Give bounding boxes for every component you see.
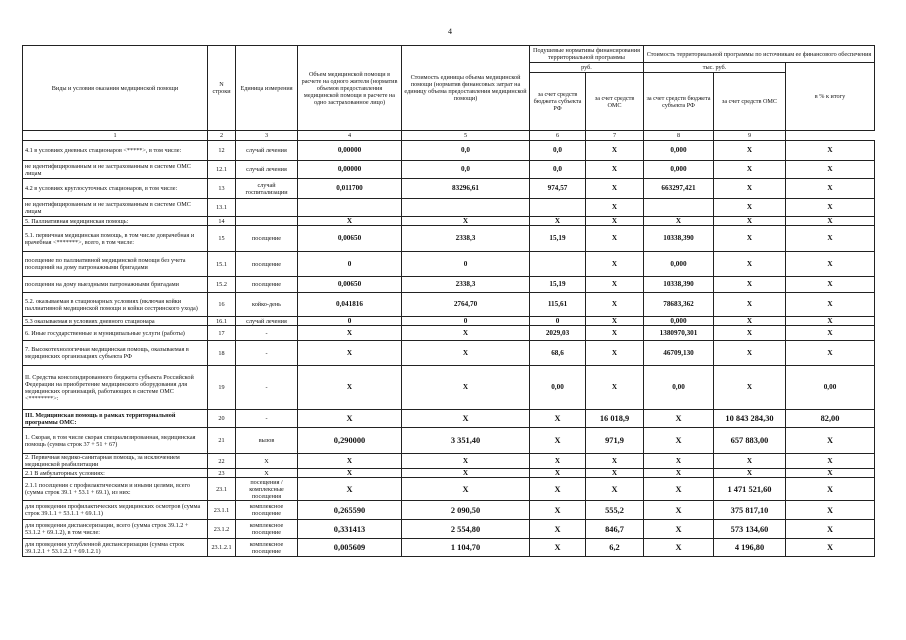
header-unit: Единица измерения: [236, 46, 298, 131]
oms-total-cell: X: [714, 252, 786, 277]
oms-norm-cell: X: [586, 478, 644, 501]
volume-cell: X: [298, 469, 402, 478]
percent-cell: X: [786, 520, 875, 539]
header-budget: за счет средств бюджета субъекта РФ: [530, 73, 586, 131]
budget-total-cell: X: [644, 478, 714, 501]
budget-total-cell: 0,000: [644, 317, 714, 326]
kind-cell: 2.1.1 посещения с профилактическими и иными целями, всего (сумма строк 39.1 + 53.1 + 69.1), из них:: [23, 478, 208, 501]
unit-cost-cell: 0: [402, 317, 530, 326]
oms-total-cell: X: [714, 161, 786, 179]
column-number-cell: 6: [530, 131, 586, 141]
unit-cost-cell: X: [402, 454, 530, 469]
header-per-capita-norms: Подушевые нормативы финансирования территориальной программы: [530, 46, 644, 63]
volume-cell: 0,00000: [298, 141, 402, 161]
budget-total-cell: X: [644, 428, 714, 454]
table-row: [23, 141, 875, 161]
oms-norm-cell: 846,7: [586, 520, 644, 539]
kind-cell: II. Средства консолидированного бюджета субъекта Российской Федерации на приобретение медицинского оборудования для медицинских организаций, работающих в системе ОМС <********>:: [23, 366, 208, 410]
kind-cell: 5.2. оказываемая в стационарных условиях (включая койки паллиативной медицинской помощи и койки сестринского ухода): [23, 293, 208, 317]
volume-cell: 0,265590: [298, 501, 402, 520]
kind-cell: 1. Скорая, в том числе скорая специализированная, медицинская помощь (сумма строк 37 + 51 + 67): [23, 428, 208, 454]
table-row: [23, 217, 875, 226]
volume-cell: 0,041816: [298, 293, 402, 317]
oms-norm-cell: X: [586, 199, 644, 217]
percent-cell: X: [786, 141, 875, 161]
header-oms-2: за счет средств ОМС: [714, 73, 786, 131]
percent-cell: X: [786, 277, 875, 293]
column-number-cell: 8: [644, 131, 714, 141]
percent-cell: X: [786, 469, 875, 478]
program-cost-table: [22, 45, 875, 557]
unit-cost-cell: 0: [402, 252, 530, 277]
percent-cell: X: [786, 161, 875, 179]
budget-total-cell: 46709,130: [644, 341, 714, 366]
kind-cell: III. Медицинская помощь в рамках территориальной программы ОМС:: [23, 410, 208, 428]
oms-total-cell: X: [714, 326, 786, 341]
page-number: 4: [448, 27, 452, 36]
percent-cell: X: [786, 501, 875, 520]
kind-cell: 2. Первичная медико-санитарная помощь, за исключением медицинской реабилитации: [23, 454, 208, 469]
volume-cell: X: [298, 217, 402, 226]
volume-cell: X: [298, 478, 402, 501]
volume-cell: 0,290000: [298, 428, 402, 454]
budget-total-cell: 0,000: [644, 141, 714, 161]
percent-cell: 0,00: [786, 366, 875, 410]
header-volume: Объем медицинской помощи в расчете на одного жителя (норматив объемов предоставления медицинской помощи в расчете на одно застрахованное лицо): [298, 46, 402, 131]
budget-total-cell: 0,000: [644, 252, 714, 277]
header-percent: в % к итогу: [786, 63, 875, 131]
kind-cell: для проведения углубленной диспансеризации (сумма строк 39.1.2.1 + 53.1.2.1 + 69.1.2.1): [23, 539, 208, 557]
budget-total-cell: X: [644, 454, 714, 469]
oms-norm-cell: X: [586, 341, 644, 366]
budget-norm-cell: X: [530, 428, 586, 454]
oms-total-cell: X: [714, 469, 786, 478]
unit-cell: комплексное посещение: [236, 520, 298, 539]
unit-cost-cell: 3 351,40: [402, 428, 530, 454]
unit-cost-cell: X: [402, 366, 530, 410]
volume-cell: 0,005609: [298, 539, 402, 557]
budget-norm-cell: 0,00: [530, 366, 586, 410]
table-row: [23, 277, 875, 293]
oms-norm-cell: X: [586, 277, 644, 293]
unit-cost-cell: 0,0: [402, 141, 530, 161]
budget-total-cell: X: [644, 539, 714, 557]
oms-norm-cell: X: [586, 217, 644, 226]
budget-norm-cell: X: [530, 410, 586, 428]
oms-total-cell: 657 883,00: [714, 428, 786, 454]
oms-norm-cell: X: [586, 226, 644, 252]
oms-total-cell: X: [714, 366, 786, 410]
oms-norm-cell: X: [586, 141, 644, 161]
table-row: [23, 410, 875, 428]
oms-norm-cell: 16 018,9: [586, 410, 644, 428]
unit-cell: посещение: [236, 277, 298, 293]
oms-norm-cell: X: [586, 252, 644, 277]
kind-cell: для проведения диспансеризации, всего (сумма строк 39.1.2 + 53.1.2 + 69.1.2), в том числе:: [23, 520, 208, 539]
budget-total-cell: X: [644, 410, 714, 428]
row-number-cell: 15.2: [208, 277, 236, 293]
unit-cell: [236, 199, 298, 217]
unit-cost-cell: [402, 199, 530, 217]
oms-total-cell: X: [714, 217, 786, 226]
unit-cell: комплексное посещение: [236, 501, 298, 520]
budget-norm-cell: X: [530, 520, 586, 539]
row-number-cell: 14: [208, 217, 236, 226]
oms-norm-cell: X: [586, 366, 644, 410]
table-row: [23, 366, 875, 410]
oms-norm-cell: X: [586, 179, 644, 199]
percent-cell: X: [786, 428, 875, 454]
unit-cell: случай госпитализации: [236, 179, 298, 199]
row-number-cell: 23.1: [208, 478, 236, 501]
percent-cell: X: [786, 199, 875, 217]
volume-cell: [298, 199, 402, 217]
oms-total-cell: X: [714, 454, 786, 469]
unit-cost-cell: X: [402, 326, 530, 341]
percent-cell: X: [786, 252, 875, 277]
kind-cell: 5.1. первичная медицинская помощь, в том числе доврачебная и врачебная <*******>, всего, в том числе:: [23, 226, 208, 252]
unit-cost-cell: 2338,3: [402, 226, 530, 252]
budget-norm-cell: 0,0: [530, 141, 586, 161]
oms-total-cell: 573 134,60: [714, 520, 786, 539]
budget-total-cell: [644, 199, 714, 217]
table-row: [23, 428, 875, 454]
unit-cell: X: [236, 469, 298, 478]
oms-total-cell: X: [714, 199, 786, 217]
row-number-cell: 23.1.1: [208, 501, 236, 520]
oms-total-cell: X: [714, 141, 786, 161]
unit-cell: случай лечения: [236, 317, 298, 326]
percent-cell: 82,00: [786, 410, 875, 428]
unit-cost-cell: 1 104,70: [402, 539, 530, 557]
unit-cell: койко-день: [236, 293, 298, 317]
percent-cell: X: [786, 217, 875, 226]
header-kind: Виды и условия оказания медицинской помощи: [23, 46, 208, 131]
kind-cell: не идентифицированным и не застрахованным в системе ОМС лицам: [23, 199, 208, 217]
row-number-cell: 23.1.2.1: [208, 539, 236, 557]
column-number-cell: 5: [402, 131, 530, 141]
row-number-cell: 12.1: [208, 161, 236, 179]
percent-cell: X: [786, 454, 875, 469]
budget-total-cell: 10338,390: [644, 226, 714, 252]
unit-cost-cell: X: [402, 410, 530, 428]
oms-total-cell: 10 843 284,30: [714, 410, 786, 428]
budget-total-cell: 1380970,301: [644, 326, 714, 341]
volume-cell: X: [298, 454, 402, 469]
oms-norm-cell: X: [586, 469, 644, 478]
unit-cost-cell: X: [402, 469, 530, 478]
volume-cell: X: [298, 341, 402, 366]
table-row: [23, 293, 875, 317]
row-number-cell: 23: [208, 469, 236, 478]
budget-norm-cell: 2029,03: [530, 326, 586, 341]
percent-cell: X: [786, 226, 875, 252]
budget-norm-cell: 974,57: [530, 179, 586, 199]
oms-total-cell: 375 817,10: [714, 501, 786, 520]
header-thous-rub: тыс. руб.: [644, 63, 786, 73]
budget-total-cell: X: [644, 520, 714, 539]
unit-cell: случай лечения: [236, 161, 298, 179]
percent-cell: X: [786, 341, 875, 366]
table-row: [23, 326, 875, 341]
oms-norm-cell: X: [586, 326, 644, 341]
percent-cell: X: [786, 317, 875, 326]
budget-norm-cell: 0: [530, 317, 586, 326]
table-row: [23, 454, 875, 469]
unit-cell: комплексное посещение: [236, 539, 298, 557]
percent-cell: X: [786, 293, 875, 317]
oms-total-cell: X: [714, 317, 786, 326]
column-number-cell: 3: [236, 131, 298, 141]
oms-total-cell: 4 196,80: [714, 539, 786, 557]
row-number-cell: 15: [208, 226, 236, 252]
row-number-cell: 23.1.2: [208, 520, 236, 539]
unit-cost-cell: 2764,70: [402, 293, 530, 317]
kind-cell: 4.2 в условиях круглосуточных стационаров, в том числе:: [23, 179, 208, 199]
budget-total-cell: X: [644, 501, 714, 520]
row-number-cell: 12: [208, 141, 236, 161]
table-row: [23, 179, 875, 199]
kind-cell: 4.1 в условиях дневных стационаров <*****>, в том числе:: [23, 141, 208, 161]
unit-cost-cell: X: [402, 478, 530, 501]
table-row: [23, 226, 875, 252]
row-number-cell: 21: [208, 428, 236, 454]
table-row: [23, 317, 875, 326]
budget-norm-cell: [530, 199, 586, 217]
unit-cost-cell: X: [402, 341, 530, 366]
budget-norm-cell: 68,6: [530, 341, 586, 366]
kind-cell: 6. Иные государственные и муниципальные услуги (работы): [23, 326, 208, 341]
row-number-cell: 13.1: [208, 199, 236, 217]
header-row-number: N строки: [208, 46, 236, 131]
table-row: [23, 469, 875, 478]
oms-total-cell: X: [714, 277, 786, 293]
budget-norm-cell: 15,19: [530, 226, 586, 252]
budget-total-cell: 0,00: [644, 366, 714, 410]
budget-norm-cell: 0,0: [530, 161, 586, 179]
row-number-cell: 19: [208, 366, 236, 410]
volume-cell: 0,011700: [298, 179, 402, 199]
oms-norm-cell: X: [586, 161, 644, 179]
oms-norm-cell: X: [586, 454, 644, 469]
unit-cell: -: [236, 341, 298, 366]
oms-total-cell: X: [714, 293, 786, 317]
unit-cell: -: [236, 366, 298, 410]
budget-total-cell: X: [644, 217, 714, 226]
percent-cell: X: [786, 179, 875, 199]
table-row: [23, 341, 875, 366]
budget-norm-cell: X: [530, 217, 586, 226]
header-oms: за счет средств ОМС: [586, 73, 644, 131]
kind-cell: посещения на дому выездными патронажными бригадами: [23, 277, 208, 293]
unit-cell: [236, 217, 298, 226]
unit-cell: -: [236, 410, 298, 428]
volume-cell: X: [298, 326, 402, 341]
table-row: [23, 520, 875, 539]
percent-cell: X: [786, 478, 875, 501]
kind-cell: посещение по паллиативной медицинской помощи без учета посещений на дому патронажными бригадами: [23, 252, 208, 277]
unit-cell: X: [236, 454, 298, 469]
column-number-cell: 4: [298, 131, 402, 141]
volume-cell: X: [298, 410, 402, 428]
unit-cell: -: [236, 326, 298, 341]
oms-norm-cell: 971,9: [586, 428, 644, 454]
budget-norm-cell: X: [530, 539, 586, 557]
column-number-cell: 9: [714, 131, 786, 141]
unit-cell: случай лечения: [236, 141, 298, 161]
oms-norm-cell: 6,2: [586, 539, 644, 557]
header-budget-2: за счет средств бюджета субъекта РФ: [644, 73, 714, 131]
oms-norm-cell: X: [586, 293, 644, 317]
unit-cell: посещения / комплексные посещения: [236, 478, 298, 501]
oms-total-cell: X: [714, 341, 786, 366]
kind-cell: 2.1 В амбулаторных условиях:: [23, 469, 208, 478]
percent-cell: X: [786, 326, 875, 341]
budget-norm-cell: 115,61: [530, 293, 586, 317]
row-number-cell: 16: [208, 293, 236, 317]
budget-norm-cell: 15,19: [530, 277, 586, 293]
table-row: [23, 161, 875, 179]
percent-cell: X: [786, 539, 875, 557]
oms-norm-cell: X: [586, 317, 644, 326]
budget-norm-cell: X: [530, 478, 586, 501]
volume-cell: 0,331413: [298, 520, 402, 539]
kind-cell: 5.3 оказываемая в условиях дневного стационара: [23, 317, 208, 326]
table-row: [23, 539, 875, 557]
unit-cell: вызов: [236, 428, 298, 454]
header-rub: руб.: [530, 63, 644, 73]
oms-norm-cell: 555,2: [586, 501, 644, 520]
kind-cell: не идентифицированным и не застрахованным в системе ОМС лицам: [23, 161, 208, 179]
row-number-cell: 13: [208, 179, 236, 199]
row-number-cell: 18: [208, 341, 236, 366]
volume-cell: 0,00000: [298, 161, 402, 179]
row-number-cell: 20: [208, 410, 236, 428]
unit-cost-cell: X: [402, 217, 530, 226]
unit-cell: посещение: [236, 226, 298, 252]
unit-cost-cell: 83296,61: [402, 179, 530, 199]
table-row: [23, 501, 875, 520]
budget-norm-cell: [530, 252, 586, 277]
budget-total-cell: 10338,390: [644, 277, 714, 293]
unit-cost-cell: 2 554,80: [402, 520, 530, 539]
row-number-cell: 22: [208, 454, 236, 469]
unit-cost-cell: 2 090,50: [402, 501, 530, 520]
oms-total-cell: X: [714, 179, 786, 199]
kind-cell: для проведения профилактических медицинских осмотров (сумма строк 39.1.1 + 53.1.1 + 69.1.1): [23, 501, 208, 520]
header-program-cost: Стоимость территориальной программы по источникам ее финансового обеспечения: [644, 46, 875, 63]
budget-total-cell: X: [644, 469, 714, 478]
table-row: [23, 478, 875, 501]
volume-cell: 0: [298, 252, 402, 277]
unit-cost-cell: 0,0: [402, 161, 530, 179]
row-number-cell: 17: [208, 326, 236, 341]
volume-cell: 0: [298, 317, 402, 326]
oms-total-cell: X: [714, 226, 786, 252]
table-row: [23, 199, 875, 217]
row-number-cell: 15.1: [208, 252, 236, 277]
budget-norm-cell: X: [530, 501, 586, 520]
unit-cell: посещение: [236, 252, 298, 277]
kind-cell: 7. Высокотехнологичная медицинская помощь, оказываемая в медицинских организациях субъекта РФ: [23, 341, 208, 366]
volume-cell: 0,00650: [298, 277, 402, 293]
budget-total-cell: 663297,421: [644, 179, 714, 199]
unit-cost-cell: 2338,3: [402, 277, 530, 293]
budget-norm-cell: X: [530, 469, 586, 478]
kind-cell: 5. Паллиативная медицинская помощь:: [23, 217, 208, 226]
oms-total-cell: 1 471 521,60: [714, 478, 786, 501]
volume-cell: X: [298, 366, 402, 410]
column-number-cell: 1: [23, 131, 208, 141]
row-number-cell: 16.1: [208, 317, 236, 326]
header-unit-cost: Стоимость единицы объема медицинской помощи (норматив финансовых затрат на единицу объема предоставления медицинской помощи): [402, 46, 530, 131]
column-number-cell: 7: [586, 131, 644, 141]
budget-total-cell: 78683,362: [644, 293, 714, 317]
budget-norm-cell: X: [530, 454, 586, 469]
column-number-cell: 2: [208, 131, 236, 141]
volume-cell: 0,00650: [298, 226, 402, 252]
budget-total-cell: 0,000: [644, 161, 714, 179]
table-row: [23, 252, 875, 277]
